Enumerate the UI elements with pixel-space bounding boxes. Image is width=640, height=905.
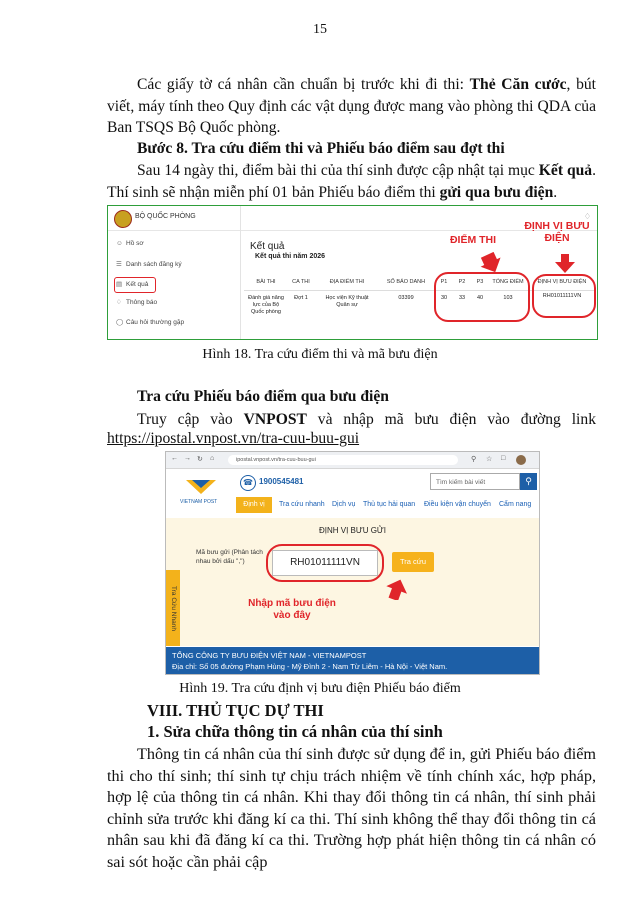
score-highlight-oval: [434, 272, 530, 322]
column-header: ĐỊA ĐIỂM THI: [329, 279, 365, 285]
text: .: [553, 183, 558, 201]
hotline: 1900545481: [259, 477, 304, 486]
result-icon: ▤: [116, 281, 123, 288]
lookup-button[interactable]: Tra cứu: [392, 552, 434, 572]
input-label: Mã bưu gửi (Phân tách nhau bởi dấu ","): [196, 549, 263, 565]
bold-text: Thẻ Căn cước: [469, 76, 567, 93]
column-header: BÀI THI: [256, 279, 276, 285]
back-icon[interactable]: ←: [171, 455, 178, 462]
cell-session: Đợt 1: [294, 295, 308, 301]
lookup-panel: [166, 518, 539, 646]
label-score: ĐIỂM THI: [449, 234, 497, 246]
forward-icon[interactable]: →: [184, 455, 191, 462]
extensions-icon[interactable]: □: [501, 455, 506, 462]
column-header: P2: [458, 279, 466, 285]
site-footer: [166, 647, 539, 674]
postal-highlight-oval: [532, 274, 596, 318]
heading-step8: Bước 8. Tra cứu điểm thi và Phiếu báo điểm sau đợt thi: [137, 140, 505, 157]
cell-p2: 33: [458, 295, 466, 301]
cell-exam: Đánh giá năng lực của Bộ Quốc phòng: [248, 295, 284, 315]
paragraph-documents: [107, 74, 596, 139]
bell-icon[interactable]: ♢: [583, 212, 591, 221]
brand-name: BỘ QUỐC PHÒNG: [135, 213, 196, 220]
column-header: P1: [440, 279, 448, 285]
footer-address: Địa chỉ: Số 05 đường Phạm Hùng - Mỹ Đình 2 - Nam Từ Liêm - Hà Nội - Việt Nam.: [172, 662, 448, 671]
bold-text: VNPOST: [243, 411, 307, 428]
reload-icon[interactable]: ↻: [197, 456, 203, 463]
cell-location: Học viện Kỹ thuật Quân sự: [325, 295, 369, 308]
sidebar-item-cauhoi[interactable]: [116, 318, 184, 326]
input-highlight-oval: [266, 544, 384, 582]
column-header: ĐỊNH VỊ BƯU ĐIỆN: [537, 279, 587, 285]
address-bar[interactable]: ipostal.vnpost.vn/tra-cuu-buu-gui: [228, 455, 458, 465]
phone-icon: ☎: [240, 475, 256, 491]
nav-dich-vu[interactable]: Dịch vụ: [332, 501, 356, 508]
paragraph-vnpost: [107, 409, 596, 431]
search-icon[interactable]: ⚲: [520, 473, 537, 490]
brand-name: VIETNAM POST: [180, 499, 218, 505]
menu-label: Danh sách đăng ký: [126, 261, 182, 268]
arrow-down-icon: [554, 252, 576, 274]
footer-company: TỔNG CÔNG TY BƯU ĐIỆN VIỆT NAM - VIETNAMPOST: [172, 651, 367, 660]
text: Các giấy tờ cá nhân cần chuẩn bị trước khi đi thi:: [137, 76, 470, 93]
tracking-input[interactable]: RH01011111VN: [272, 550, 378, 576]
column-header: SỐ BÁO DANH: [386, 279, 426, 285]
cell-postal-code: RH01011111VN: [542, 293, 582, 299]
heading-lookup: Tra cứu Phiếu báo điểm qua bưu điện: [137, 388, 389, 405]
star-icon[interactable]: ☆: [486, 456, 493, 463]
bold-text: gửi qua bưu điện: [439, 183, 554, 201]
text: . Thí sinh sẽ nhận miễn phí 01 bản Phiếu báo điểm thi: [107, 162, 596, 201]
caption-figure-18: Hình 18. Tra cứu điểm thi và mã bưu điện: [202, 347, 438, 362]
vietnampost-logo-icon: [184, 476, 218, 498]
paragraph-results: [107, 160, 596, 203]
menu-label: Hồ sơ: [126, 240, 144, 247]
column-header: TỔNG ĐIỂM: [492, 279, 524, 285]
figure-19-screenshot: [165, 451, 540, 675]
nav-dieu-kien[interactable]: Điều kiện vận chuyển: [424, 501, 491, 508]
avatar[interactable]: [516, 455, 526, 465]
help-icon: ◯: [116, 319, 124, 326]
menu-label: Kết quả: [126, 281, 149, 288]
nav-cam-nang[interactable]: Cẩm nang: [499, 501, 532, 508]
cell-p3: 40: [476, 295, 484, 301]
paragraph-personal-info: Thông tin cá nhân của thí sinh được sử dụng để in, gửi Phiếu báo điểm thi cho thí sinh; thí sinh tự chịu trách nhiệm về tính chính xác, hợp pháp, hợp lệ của thông tin cá nhân. Khi thay đổi thông tin cá nhân, thí sinh phải chỉnh sửa trước khi đăng kí ca thi. Thí sinh không thể thay đổi thông tin cá nhân sau khi đã đăng kí ca thi. Trường hợp phát hiện thông tin cá nhân có sai sót hoặc cần phải cập: [107, 745, 596, 871]
hint-label: Nhập mã bưu điện vào đây: [248, 598, 336, 621]
menu-label: Câu hỏi thường gặp: [126, 319, 185, 326]
cell-candidate-number: 03399: [398, 295, 414, 301]
text: , bút viết, máy tính theo Quy định các vật dụng được mang vào phòng thi QDA của Ban TSQS Bộ Quốc phòng.: [107, 76, 596, 136]
figure-18-screenshot: [107, 205, 598, 340]
search-input[interactable]: Tìm kiếm bài viết: [430, 473, 520, 490]
ministry-logo-icon: [114, 210, 132, 228]
highlight-box: [114, 277, 156, 293]
link-text[interactable]: https://ipostal.vnpost.vn/tra-cuu-buu-gui: [107, 430, 360, 447]
text: Truy cập vào: [137, 411, 244, 428]
vnpost-link[interactable]: [107, 430, 359, 448]
sidebar-item-thongbao[interactable]: [116, 298, 157, 306]
bold-text: Kết quả: [538, 162, 593, 179]
column-header: CA THI: [292, 279, 310, 285]
list-icon: ☰: [116, 261, 122, 268]
cell-p1: 30: [440, 295, 448, 301]
column-header: P3: [476, 279, 484, 285]
page-number: 15: [313, 22, 327, 37]
zoom-icon[interactable]: ⚲: [471, 456, 477, 463]
nav-thu-tuc[interactable]: Thủ tục hải quan: [363, 501, 416, 508]
text: và nhập mã bưu điện vào đường link: [306, 411, 596, 428]
results-title: Kết quả: [250, 241, 285, 252]
user-icon: ☺: [116, 240, 123, 247]
results-subtitle: Kết quả thi năm 2026: [255, 253, 326, 260]
sidebar-item-hoso[interactable]: [116, 240, 144, 247]
text: Sau 14 ngày thi, điểm bài thi của thí sinh được cập nhật tại mục: [137, 162, 539, 179]
quick-lookup-tab[interactable]: Tra Cứu Nhanh: [166, 570, 180, 646]
heading-section-viii: VIII. THỦ TỤC DỰ THI: [147, 701, 324, 720]
home-icon[interactable]: ⌂: [210, 455, 215, 462]
arrow-down-icon: [480, 252, 502, 274]
caption-figure-19: Hình 19. Tra cứu định vị bưu điện Phiếu báo điểm: [179, 681, 461, 696]
arrow-up-icon: [384, 578, 410, 600]
nav-dinh-vi[interactable]: Định vị: [236, 497, 272, 513]
bell-icon: ♢: [116, 299, 122, 306]
menu-label: Thông báo: [126, 299, 158, 306]
cell-total: 103: [503, 295, 513, 301]
label-postal: ĐỊNH VỊ BƯU ĐIỆN: [524, 220, 590, 244]
sidebar-item-danhsach[interactable]: [116, 260, 182, 268]
heading-subsection-1: 1. Sửa chữa thông tin cá nhân của thí sinh: [147, 722, 443, 741]
nav-tra-cuu-nhanh[interactable]: Tra cứu nhanh: [279, 501, 325, 508]
section-title: ĐỊNH VỊ BƯU GỬI: [318, 526, 386, 535]
